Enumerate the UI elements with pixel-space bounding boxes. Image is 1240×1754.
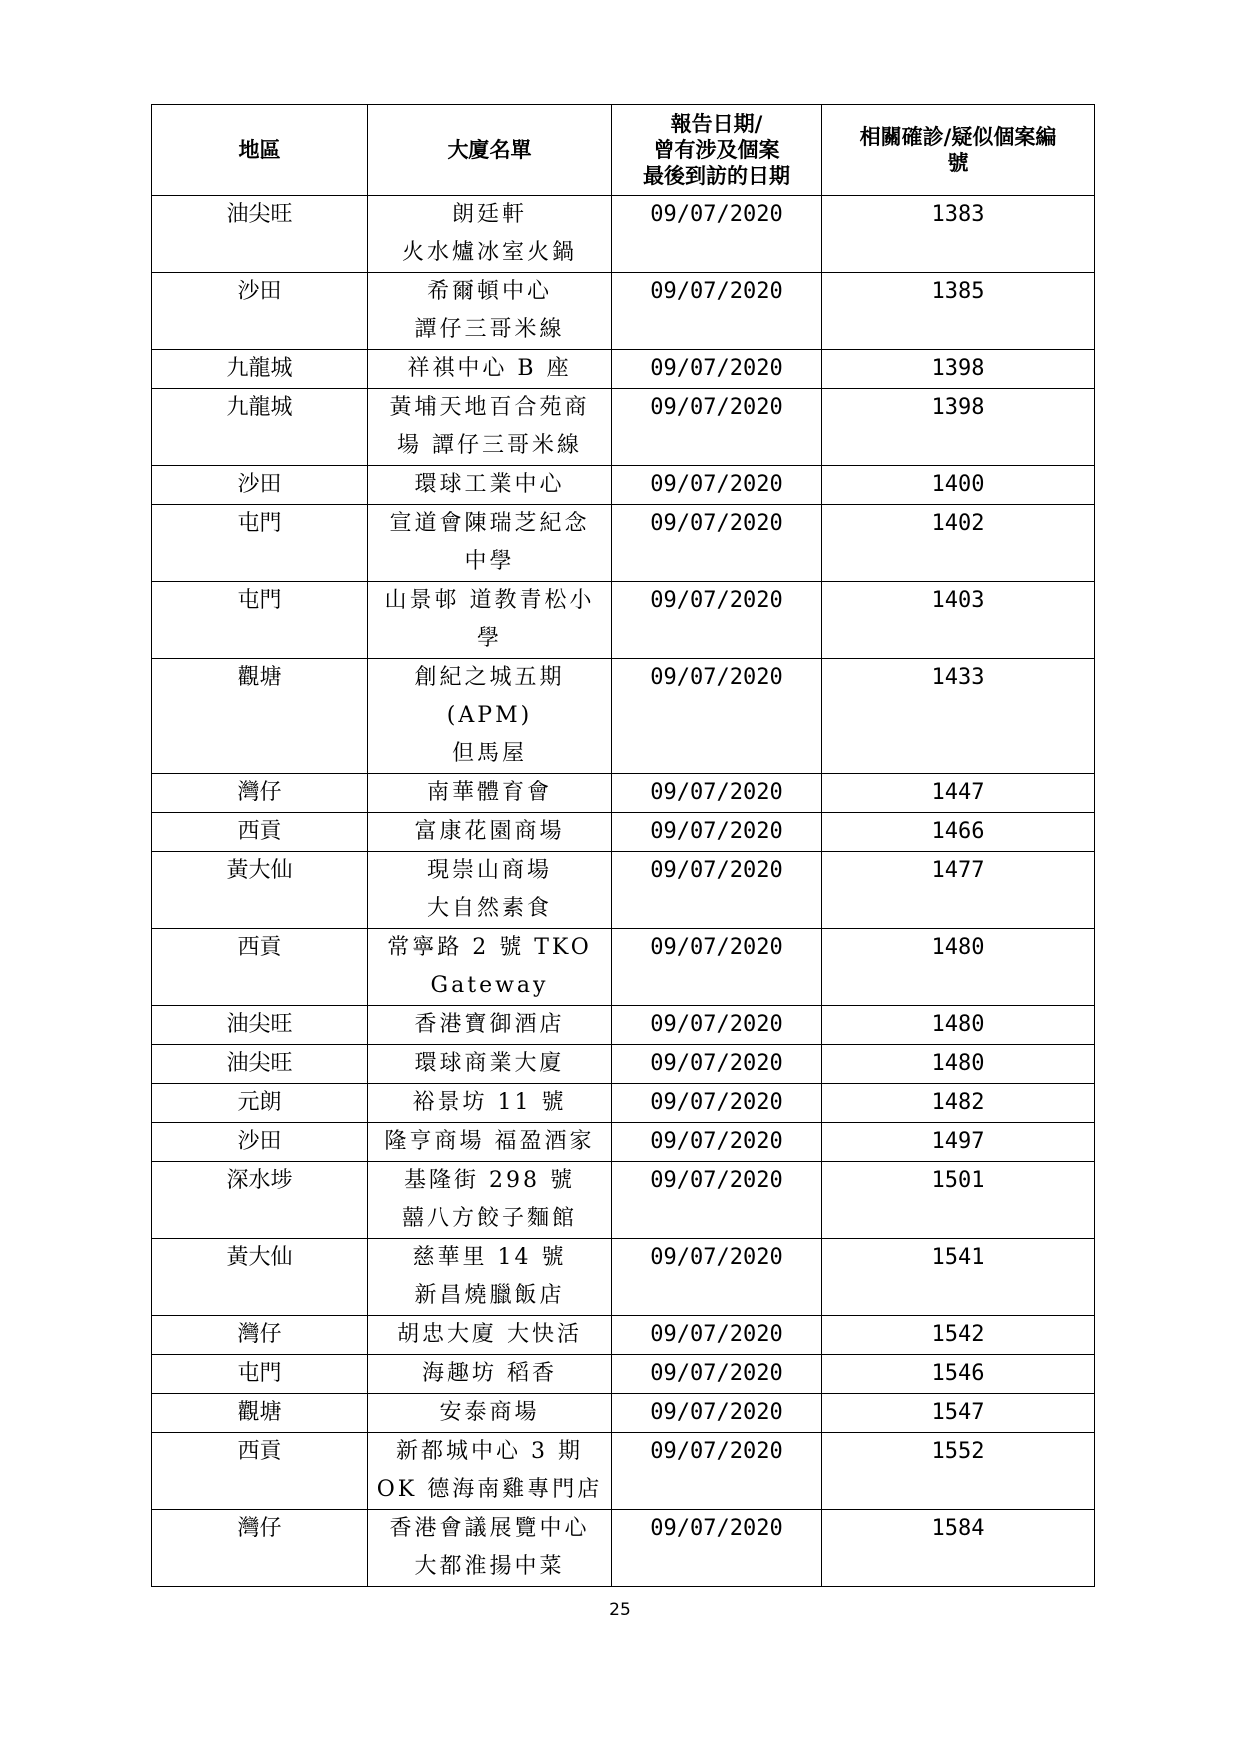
cell-building xyxy=(368,1510,612,1587)
cell-building xyxy=(368,1084,612,1123)
cell-case-number: 1480 xyxy=(822,929,1095,1006)
cell-district: 屯門 xyxy=(152,505,368,582)
table-row xyxy=(152,1316,1095,1355)
building-line: 香港會議展覽中心 xyxy=(389,1516,590,1541)
building-line: 新都城中心 3 期 xyxy=(396,1439,583,1464)
cell-building xyxy=(368,659,612,774)
buildings-table xyxy=(151,104,1095,1587)
cell-case-number: 1433 xyxy=(822,659,1095,774)
cell-district: 元朗 xyxy=(152,1084,368,1123)
cell-case-number: 1541 xyxy=(822,1239,1095,1316)
cell-district: 黃大仙 xyxy=(152,1239,368,1316)
cell-date: 09/07/2020 xyxy=(612,852,822,929)
cell-building xyxy=(368,1355,612,1394)
table-body xyxy=(152,196,1095,1587)
building-line: 慈華里 14 號 xyxy=(412,1245,567,1270)
table-row xyxy=(152,1162,1095,1239)
table-row xyxy=(152,1084,1095,1123)
table-row xyxy=(152,350,1095,389)
cell-district: 屯門 xyxy=(152,1355,368,1394)
cell-case-number: 1482 xyxy=(822,1084,1095,1123)
cell-date: 09/07/2020 xyxy=(612,1433,822,1510)
header-case xyxy=(822,105,1095,196)
cell-case-number: 1477 xyxy=(822,852,1095,929)
building-line: 中學 xyxy=(464,549,515,574)
cell-building xyxy=(368,1394,612,1433)
cell-district: 沙田 xyxy=(152,1123,368,1162)
table-row xyxy=(152,852,1095,929)
table-row xyxy=(152,1006,1095,1045)
building-line: 香港寶御酒店 xyxy=(414,1012,565,1037)
header-case-line: 號 xyxy=(947,150,969,175)
cell-building xyxy=(368,774,612,813)
cell-case-number: 1497 xyxy=(822,1123,1095,1162)
header-date-line: 曾有涉及個案 xyxy=(653,137,780,162)
building-line: 譚仔三哥米線 xyxy=(414,317,565,342)
building-line: 裕景坊 11 號 xyxy=(412,1090,567,1115)
building-line: 海趣坊 稻香 xyxy=(422,1361,557,1386)
table-row xyxy=(152,389,1095,466)
table-row xyxy=(152,196,1095,273)
header-district: 地區 xyxy=(152,105,368,196)
cell-case-number: 1447 xyxy=(822,774,1095,813)
header-date-line: 最後到訪的日期 xyxy=(643,163,790,188)
cell-building xyxy=(368,1123,612,1162)
cell-building xyxy=(368,852,612,929)
cell-building xyxy=(368,1006,612,1045)
building-line: 環球工業中心 xyxy=(414,472,565,497)
cell-case-number: 1480 xyxy=(822,1045,1095,1084)
building-line: 囍八方餃子麵館 xyxy=(401,1206,577,1231)
header-case-line: 相關確診/疑似個案編 xyxy=(859,124,1057,149)
cell-date: 09/07/2020 xyxy=(612,389,822,466)
cell-date: 09/07/2020 xyxy=(612,1239,822,1316)
cell-building xyxy=(368,1045,612,1084)
table-row xyxy=(152,582,1095,659)
building-line: 宣道會陳瑞芝紀念 xyxy=(389,511,590,536)
cell-building xyxy=(368,273,612,350)
cell-district: 黃大仙 xyxy=(152,852,368,929)
cell-case-number: 1398 xyxy=(822,389,1095,466)
cell-district: 灣仔 xyxy=(152,1316,368,1355)
building-line: 但馬屋 xyxy=(451,741,527,766)
cell-date: 09/07/2020 xyxy=(612,273,822,350)
page-number: 25 xyxy=(609,1600,631,1620)
cell-building xyxy=(368,505,612,582)
table-row xyxy=(152,929,1095,1006)
table-row xyxy=(152,1045,1095,1084)
cell-building xyxy=(368,389,612,466)
cell-district: 西貢 xyxy=(152,813,368,852)
cell-building xyxy=(368,350,612,389)
cell-case-number: 1400 xyxy=(822,466,1095,505)
cell-building xyxy=(368,196,612,273)
cell-building xyxy=(368,466,612,505)
header-building: 大廈名單 xyxy=(368,105,612,196)
building-line: 現崇山商場 xyxy=(426,858,552,883)
building-line: 朗廷軒 xyxy=(451,202,527,227)
cell-case-number: 1398 xyxy=(822,350,1095,389)
cell-district: 深水埗 xyxy=(152,1162,368,1239)
cell-date: 09/07/2020 xyxy=(612,1006,822,1045)
building-line: 富康花園商場 xyxy=(414,819,565,844)
table-row xyxy=(152,273,1095,350)
building-line: 胡忠大廈 大快活 xyxy=(397,1322,582,1347)
building-line: 新昌燒臘飯店 xyxy=(414,1283,565,1308)
building-line: 基隆街 298 號 xyxy=(404,1168,575,1193)
cell-case-number: 1402 xyxy=(822,505,1095,582)
cell-district: 油尖旺 xyxy=(152,1006,368,1045)
cell-case-number: 1584 xyxy=(822,1510,1095,1587)
cell-case-number: 1552 xyxy=(822,1433,1095,1510)
cell-building xyxy=(368,1433,612,1510)
cell-date: 09/07/2020 xyxy=(612,1316,822,1355)
building-line: 黃埔天地百合苑商 xyxy=(389,395,590,420)
cell-date: 09/07/2020 xyxy=(612,466,822,505)
table-row xyxy=(152,1394,1095,1433)
cell-district: 觀塘 xyxy=(152,1394,368,1433)
cell-date: 09/07/2020 xyxy=(612,1162,822,1239)
table-row xyxy=(152,774,1095,813)
table-row xyxy=(152,1433,1095,1510)
cell-building xyxy=(368,582,612,659)
cell-date: 09/07/2020 xyxy=(612,1084,822,1123)
cell-district: 九龍城 xyxy=(152,389,368,466)
table-header-row xyxy=(152,105,1095,196)
cell-case-number: 1542 xyxy=(822,1316,1095,1355)
building-line: 希爾頓中心 xyxy=(426,279,552,304)
cell-building xyxy=(368,1316,612,1355)
building-line: 火水爐冰室火鍋 xyxy=(401,240,577,265)
cell-district: 沙田 xyxy=(152,273,368,350)
building-line: OK 德海南雞專門店 xyxy=(376,1477,603,1502)
cell-date: 09/07/2020 xyxy=(612,582,822,659)
building-line: 常寧路 2 號 TKO xyxy=(387,935,592,960)
building-line: 南華體育會 xyxy=(426,780,552,805)
table-row xyxy=(152,466,1095,505)
cell-date: 09/07/2020 xyxy=(612,1510,822,1587)
building-line: 創紀之城五期(APM) xyxy=(414,665,565,728)
table-row xyxy=(152,1510,1095,1587)
building-line: 隆亨商場 福盈酒家 xyxy=(384,1129,595,1154)
cell-building xyxy=(368,1239,612,1316)
header-date-line: 報告日期/ xyxy=(670,111,763,136)
table-row xyxy=(152,1123,1095,1162)
cell-district: 九龍城 xyxy=(152,350,368,389)
table-row xyxy=(152,1355,1095,1394)
cell-date: 09/07/2020 xyxy=(612,1123,822,1162)
cell-case-number: 1466 xyxy=(822,813,1095,852)
cell-date: 09/07/2020 xyxy=(612,350,822,389)
cell-district: 沙田 xyxy=(152,466,368,505)
cell-case-number: 1501 xyxy=(822,1162,1095,1239)
cell-date: 09/07/2020 xyxy=(612,1355,822,1394)
cell-district: 西貢 xyxy=(152,1433,368,1510)
cell-date: 09/07/2020 xyxy=(612,505,822,582)
cell-building xyxy=(368,929,612,1006)
cell-case-number: 1546 xyxy=(822,1355,1095,1394)
building-line: 大都淮揚中菜 xyxy=(414,1554,565,1579)
building-line: 環球商業大廈 xyxy=(414,1051,565,1076)
cell-case-number: 1383 xyxy=(822,196,1095,273)
table-row xyxy=(152,659,1095,774)
cell-building xyxy=(368,813,612,852)
table-row xyxy=(152,813,1095,852)
cell-district: 觀塘 xyxy=(152,659,368,774)
header-date xyxy=(612,105,822,196)
cell-case-number: 1385 xyxy=(822,273,1095,350)
building-line: 大自然素食 xyxy=(426,896,552,921)
building-line: 祥祺中心 B 座 xyxy=(407,356,572,381)
cell-case-number: 1403 xyxy=(822,582,1095,659)
cell-district: 灣仔 xyxy=(152,1510,368,1587)
cell-date: 09/07/2020 xyxy=(612,659,822,774)
cell-case-number: 1547 xyxy=(822,1394,1095,1433)
building-line: 山景邨 道教青松小 xyxy=(384,588,595,613)
cell-date: 09/07/2020 xyxy=(612,1394,822,1433)
building-line: Gateway xyxy=(430,973,549,998)
cell-district: 油尖旺 xyxy=(152,1045,368,1084)
cell-date: 09/07/2020 xyxy=(612,813,822,852)
cell-date: 09/07/2020 xyxy=(612,774,822,813)
cell-district: 灣仔 xyxy=(152,774,368,813)
cell-district: 西貢 xyxy=(152,929,368,1006)
cell-building xyxy=(368,1162,612,1239)
building-line: 安泰商場 xyxy=(439,1400,540,1425)
building-line: 場 譚仔三哥米線 xyxy=(397,433,582,458)
cell-case-number: 1480 xyxy=(822,1006,1095,1045)
cell-district: 屯門 xyxy=(152,582,368,659)
table-row xyxy=(152,1239,1095,1316)
table-row xyxy=(152,505,1095,582)
cell-district: 油尖旺 xyxy=(152,196,368,273)
cell-date: 09/07/2020 xyxy=(612,196,822,273)
cell-date: 09/07/2020 xyxy=(612,929,822,1006)
building-line: 學 xyxy=(476,626,502,651)
cell-date: 09/07/2020 xyxy=(612,1045,822,1084)
